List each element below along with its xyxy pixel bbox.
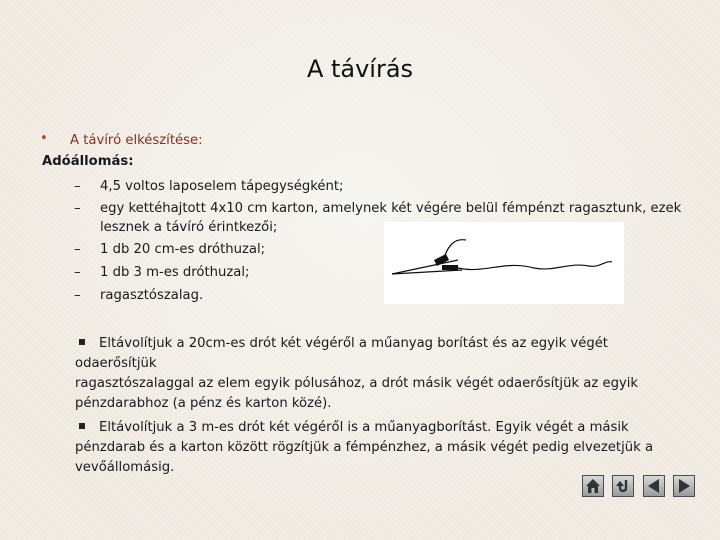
- paragraph-1-line-1: Eltávolítjuk a 20cm-es drót két végéről a műanyag borítást és az egyik végét odaerősítjük: [75, 336, 608, 371]
- telegraph-diagram: [384, 222, 624, 304]
- list-item: 1 db 20 cm-es dróthuzal;: [100, 242, 266, 257]
- return-icon: [613, 476, 633, 496]
- paragraph-2: [75, 418, 675, 478]
- next-button[interactable]: [673, 475, 695, 497]
- list-item: 1 db 3 m-es dróthuzal;: [100, 265, 250, 280]
- square-bullet-icon: [79, 423, 85, 429]
- slide-title: A távírás: [306, 55, 414, 83]
- paragraph-2-line-1: Eltávolítjuk a 3 m-es drót két végéről is a műanyagborítást. Egyik végét a másik: [75, 418, 675, 438]
- telegraph-drawing: [384, 222, 624, 304]
- dash-marker: –: [74, 179, 81, 194]
- dash-marker: –: [74, 242, 81, 257]
- paragraph-2-line-2: pénzdarab és a karton között rögzítjük a fémpénzhez, a másik végét pedig elvezetjük a: [75, 440, 654, 455]
- previous-icon: [644, 476, 664, 496]
- bullet-icon: •: [40, 131, 48, 146]
- home-icon: [583, 476, 603, 496]
- dash-marker: –: [74, 265, 81, 280]
- square-bullet-icon: [79, 339, 85, 345]
- bullet-text: A távíró elkészítése:: [70, 133, 203, 148]
- next-icon: [674, 476, 694, 496]
- paragraph-2-line-3: vevőállomásig.: [75, 460, 175, 475]
- home-button[interactable]: [582, 475, 604, 497]
- paragraph-1-line-3: pénzdarabhoz (a pénz és karton közé).: [75, 396, 332, 411]
- list-item: 4,5 voltos laposelem tápegységként;: [100, 179, 344, 194]
- return-button[interactable]: [612, 475, 634, 497]
- previous-button[interactable]: [643, 475, 665, 497]
- paragraph-1-line-2: ragasztószalaggal az elem egyik pólusához, a drót másik végét odaerősítjük az egyik: [75, 376, 639, 391]
- dash-marker: –: [74, 201, 81, 216]
- list-item-continuation: lesznek a távíró érintkezői;: [100, 220, 278, 235]
- dash-marker: –: [74, 288, 81, 303]
- list-item: ragasztószalag.: [100, 288, 204, 303]
- section-heading: Adóállomás:: [42, 154, 134, 169]
- paragraph-1: [75, 334, 675, 414]
- list-item: egy kettéhajtott 4x10 cm karton, amelynek két végére belül fémpénzt ragasztunk, ezek: [100, 201, 682, 216]
